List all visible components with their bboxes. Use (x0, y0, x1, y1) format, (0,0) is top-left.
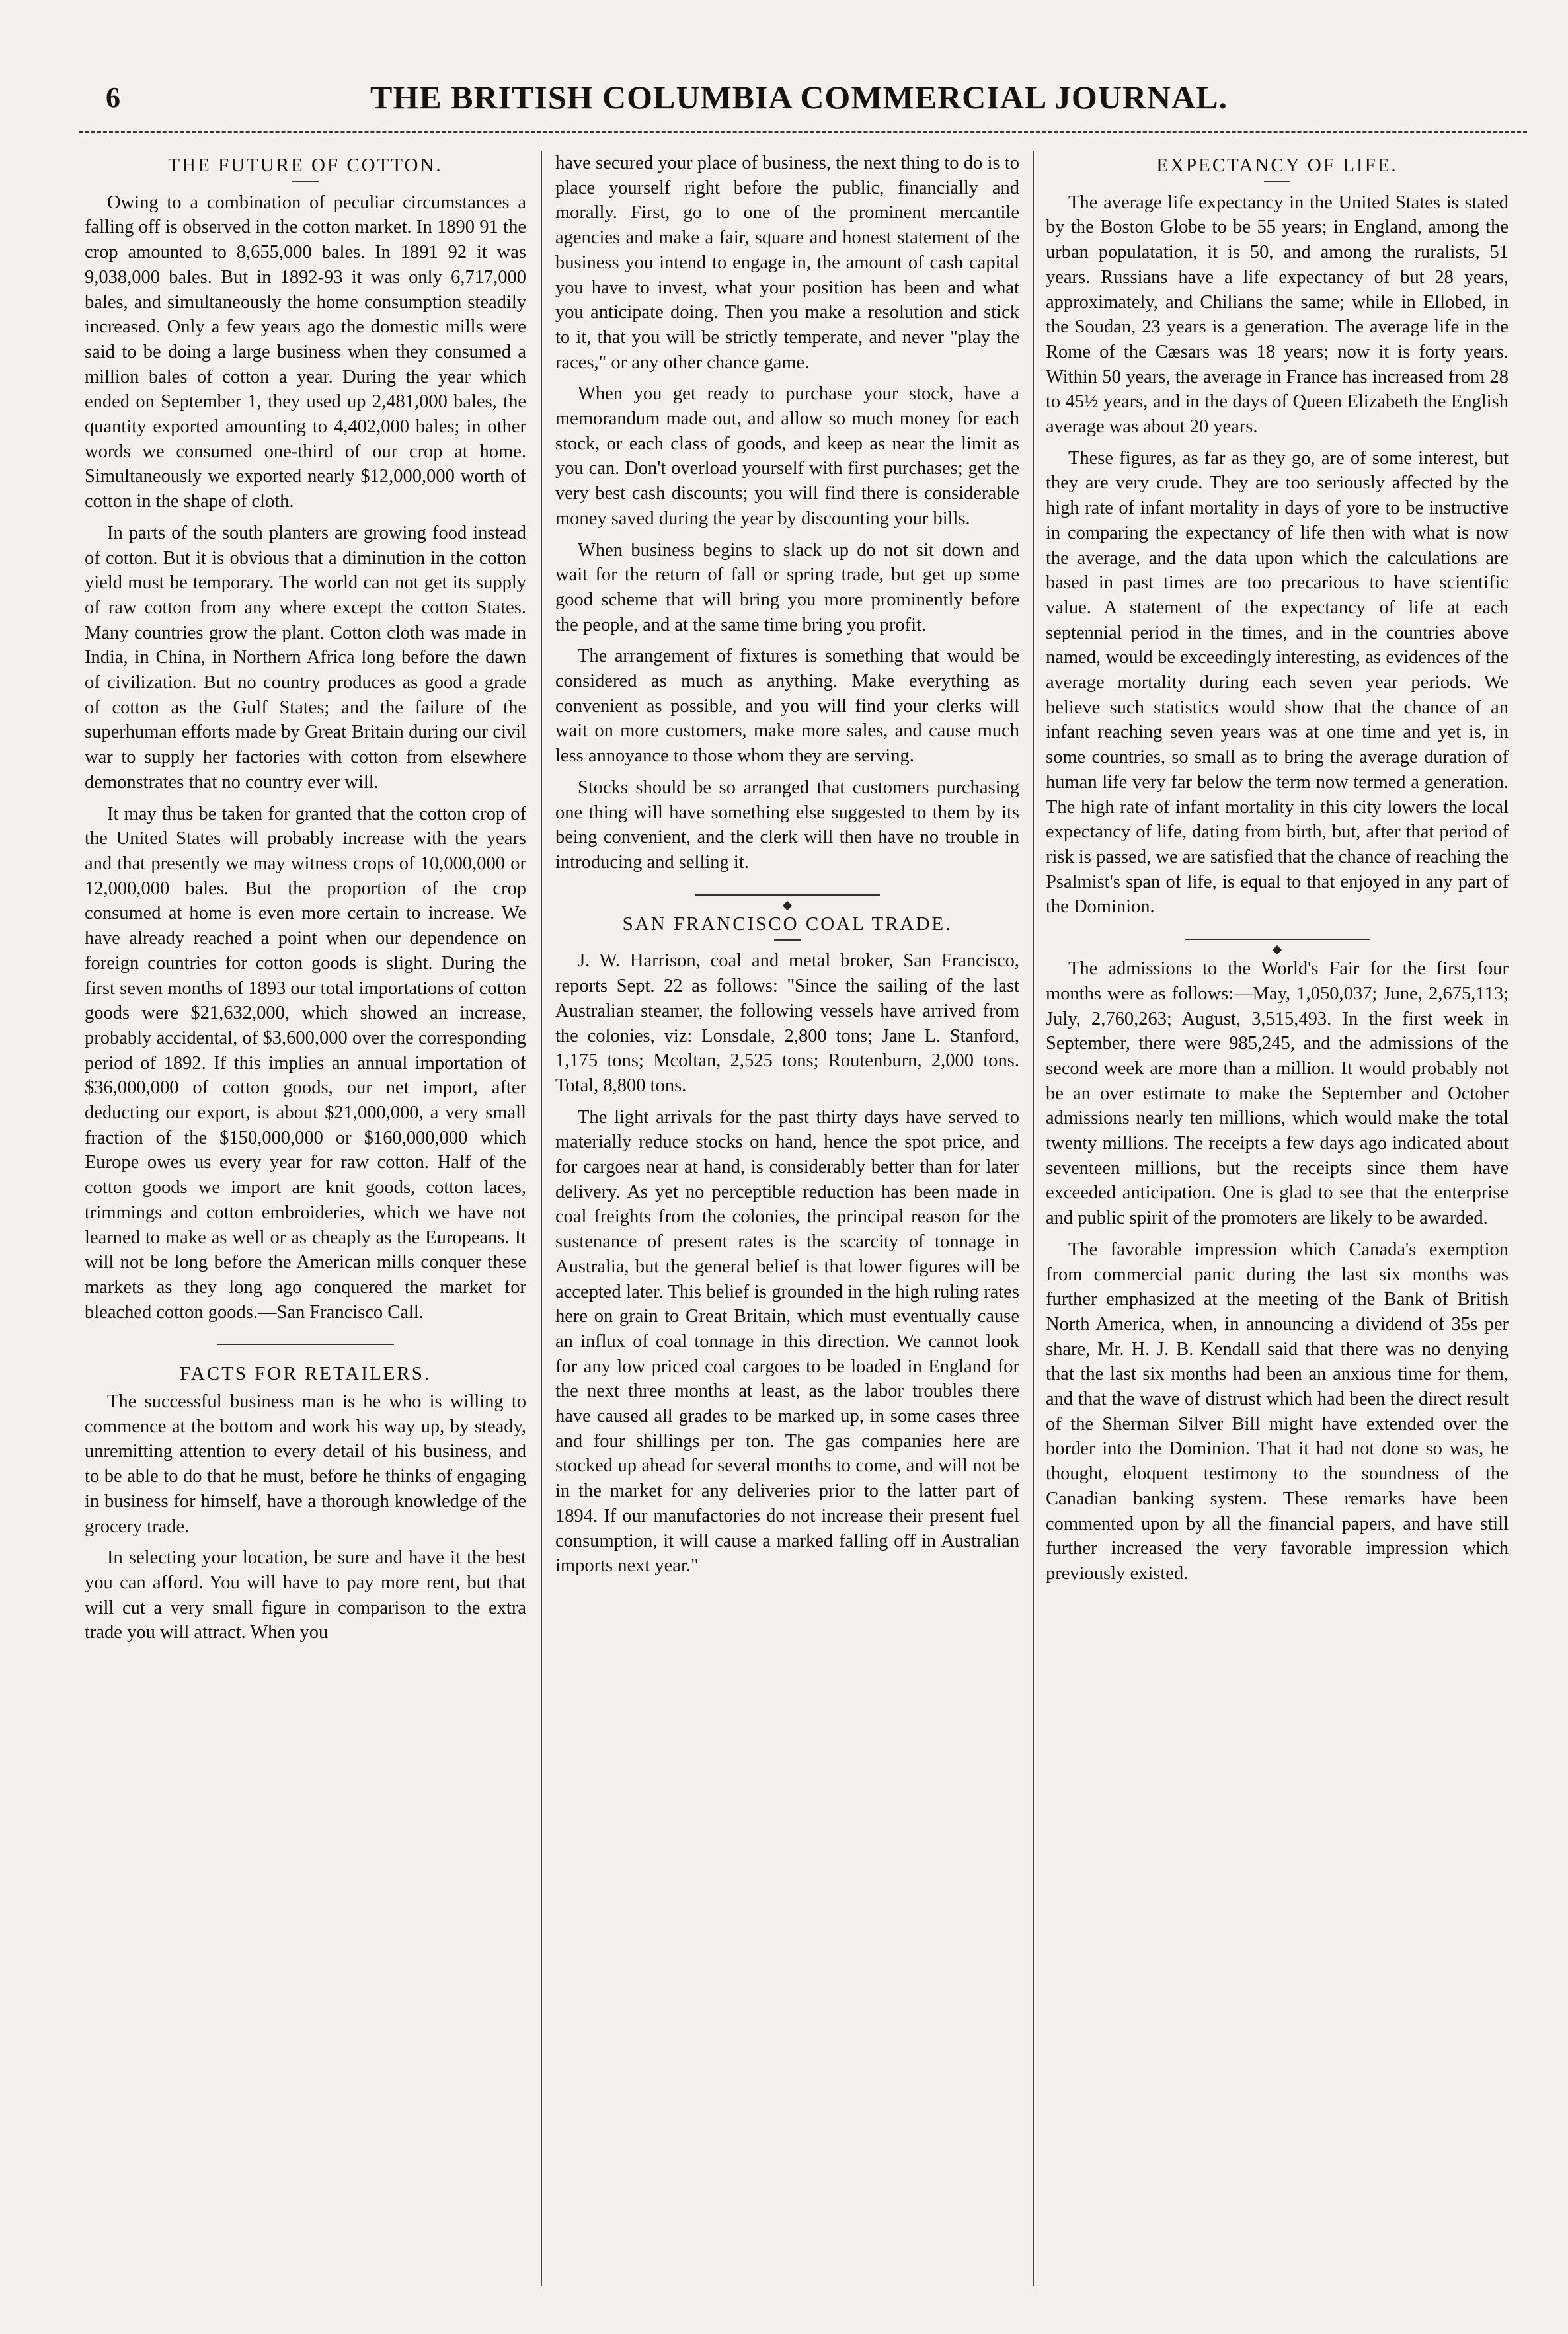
page-number: 6 (106, 81, 120, 114)
article-paragraph: The arrangement of fixtures is something that would be considered as much as anything. Make everything as convenient as possible, and you will find your clerks will wait on more customers, make more sales, and cause much less annoyance to those whom they are serving. (555, 646, 1019, 767)
article-paragraph: Stocks should be so arranged that customers purchasing one thing will have something else suggested to them by its being convenient, and the clerk will then have no trouble in introducing and selling it. (555, 777, 1019, 873)
section-ornament (1046, 934, 1509, 945)
article-paragraph: The successful business man is he who is willing to commence at the bottom and work his way up, by steady, unremitting attention to every detail of his business, and to be able to do that he must, before he thinks of engaging in business for himself, have a thorough knowledge of the grocery trade. (85, 1391, 526, 1537)
column-divider (541, 151, 542, 2286)
article-paragraph: In parts of the south planters are growing food instead of cotton. But it is obvious that a diminution in the cotton yield must be temporary. The world can not get its supply of raw cotton from any where except the cotton States. Many countries grow the plant. Cotton cloth was made in India, in China, in Northern Africa long before the dawn of civilization. But no country produces as good a grade of cotton as the Gulf States; and the failure of the superhuman efforts made by Great Britain during our civil war to supply her factories with cotton from elsewhere demonstrates that no country ever will. (85, 522, 526, 793)
article-paragraph: These figures, as far as they go, are of some interest, but they are very crude. They are too seriously affected by the high rate of infant mortality in days of yore to be instructive in comparing the expectancy of life then with what is now the average, and the data upon which the calculations are based in past times are too precarious to have scientific value. A statement of the expectancy of life at each septennial period in the times, and in the countries above named, would be exceedingly interesting, as evidences of the average mortality during each seven year periods. We believe such statistics would show that the chance of an infant reaching seven years was at one time and yet is, in some countries, so small as to bring the average duration of human life very far below the term now termed a generation. The high rate of infant mortality in this city lowers the local expectancy of life, dating from birth, but, after that period of risk is passed, we are satisfied that the chance of reaching the Psalmist's span of life, is equal to that enjoyed in any part of the Dominion. (1046, 447, 1509, 917)
article-title-coal: SAN FRANCISCO COAL TRADE. (622, 913, 953, 935)
article-paragraph: have secured your place of business, the next thing to do is to place yourself right before the public, financially and morally. First, go to one of the prominent mercantile agencies and make a fair, square and honest statement of the business you intend to engage in, the amount of cash capital you have to invest, what your position has been and what you anticipate doing. Then you make a resolution and stick to it, that you will be strictly temperate, and never "play the races," or any other chance game. (555, 153, 1019, 373)
article-title-life: EXPECTANCY OF LIFE. (1156, 155, 1398, 176)
section-ornament (555, 890, 1019, 900)
column-divider (1033, 151, 1034, 2286)
column-middle (555, 151, 1019, 2286)
column-right (1046, 151, 1509, 2286)
article-paragraph: When you get ready to purchase your stock, have a memorandum made out, and allow so much money for each stock, or each class of goods, and keep as near the limit as you can. Don't overload yourself with first purchases; get the very best cash discounts; you will find there is considerable money saved during the year by discounting your bills. (555, 383, 1019, 529)
article-paragraph: The light arrivals for the past thirty days have served to materially reduce stocks on hand, hence the spot price, and for cargoes near at hand, is considerably better than for later delivery. As yet no perceptible reduction has been made in coal freights from the colonies, the principal reason for the sustenance of present rates is the scarcity of tonnage in Australia, but the general belief is that lower figures will be accepted later. This belief is grounded in the high ruling rates here on grain to Great Britain, which must eventually cause an influx of coal tonnage in this direction. We cannot look for any low priced coal cargoes to be loaded in England for the next three months at least, as the labor troubles there have caused all grades to be marked up, in some cases three and four shillings per ton. The gas companies here are stocked up ahead for several months to come, and will not be in the market for any deliveries prior to the latter part of 1894. If our manufactories do not increase their present fuel consumption, it will cause a marked falling off in Australian imports next year." (555, 1107, 1019, 1576)
article-paragraph: Owing to a combination of peculiar circumstances a falling off is observed in the cotton market. In 1890 91 the crop amounted to 8,655,000 bales. In 1891 92 it was 9,038,000 bales. But in 1892-93 it was only 6,717,000 bales, and simultaneously the home consumption steadily increased. Only a few years ago the domestic mills were said to be doing a large business when they consumed a million bales of cotton a year. During the year which ended on September 1, they used up 2,481,000 bales, the quantity exported amounting to 4,402,000 bales; in other words we consumed one-third of our crop at home. Simultaneously we exported nearly $12,000,000 worth of cotton in the shape of cloth. (85, 192, 526, 512)
article-title-cotton: THE FUTURE OF COTTON. (168, 155, 443, 176)
section-ornament (85, 1339, 526, 1350)
article-title-retailers: FACTS FOR RETAILERS. (179, 1363, 432, 1385)
article-paragraph: The favorable impression which Canada's exemption from commercial panic during the last six months was further emphasized at the meeting of the Bank of British North America, when, in announcing a dividend of 35s per share, Mr. H. J. B. Kendall said that there was no denying that the last six months had been an anxious time for them, and that the wave of distrust which had been the direct result of the Sherman Silver Bill might have extended over the border into the Dominion. That it had not done so was, he thought, eloquent testimony to the soundness of the Canadian banking system. These remarks have been commented upon by all the financial papers, and have still further increased the very favorable impression which previously existed. (1046, 1239, 1509, 1584)
column-left (85, 151, 526, 2286)
title-dash (292, 181, 319, 182)
diamond-ornament-icon (783, 901, 792, 910)
article-paragraph: The admissions to the World's Fair for the first four months were as follows:—May, 1,050,037; June, 2,675,113; July, 2,760,263; August, 3,515,493. In the first week in September, there were 985,245, and the admissions of the second week are more than a million. It would probably not be an over estimate to make the September and October admissions nearly ten millions, which would make the total twenty millions. The receipts a few days ago indicated about seventeen millions, but the receipts since them have exceeded anticipation. One is glad to see that the enterprise and public spirit of the promoters are likely to be awarded. (1046, 958, 1509, 1229)
diamond-ornament-icon (1273, 945, 1282, 954)
article-paragraph: When business begins to slack up do not sit down and wait for the return of fall or spring trade, but get up some good scheme that will bring you more prominently before the people, and at the same time bring you profit. (555, 539, 1019, 635)
article-paragraph: It may thus be taken for granted that the cotton crop of the United States will probably increase with the years and that presently we may witness crops of 10,000,000 or 12,000,000 bales. But the proportion of the crop consumed at home is even more certain to increase. We have already reached a point when our dependence on foreign countries for cotton goods is slight. During the first seven months of 1893 our total importations of cotton goods were $21,632,000, which showed an increase, probably accidental, of $3,600,000 over the corresponding period of 1892. If this implies an annual importation of $36,000,000 of cotton goods, our net import, after deducting our export, is about $21,000,000, a very small fraction of the $150,000,000 or $160,000,000 which Europe owes us every year for raw cotton. Half of the cotton goods we import are knit goods, cotton laces, trimmings and cotton embroideries, which we have not learned to make as well or as cheaply as the Europeans. It will not be long before the American mills conquer these markets as they long ago conquered the market for bleached cotton goods.—San Francisco Call. (85, 803, 526, 1323)
title-dash (1264, 181, 1290, 182)
article-paragraph: J. W. Harrison, coal and metal broker, San Francisco, reports Sept. 22 as follows: "Since the sailing of the last Australian steamer, the following vessels have arrived from the colonies, viz: Lonsdale, 2,800 tons; Jane L. Stanford, 1,175 tons; Mcoltan, 2,525 tons; Routenburn, 2,000 tons. Total, 8,800 tons. (555, 951, 1019, 1096)
article-paragraph: In selecting your location, be sure and have it the best you can afford. You will have to pay more rent, but that will cut a very small figure in comparison to the extra trade you will attract. When you (85, 1547, 526, 1643)
title-dash (774, 939, 801, 941)
header-rule (79, 131, 1527, 133)
journal-masthead: THE BRITISH COLUMBIA COMMERCIAL JOURNAL. (370, 79, 1228, 116)
article-paragraph: The average life expectancy in the United States is stated by the Boston Globe to be 55 years; in England, among the urban populatation, it is 50, and among the ruralists, 51 years. Russians have a life expectancy of but 28 years, approximately, and Chilians the same; while in Ellobed, in the Soudan, 23 years is a generation. The average life in the Rome of the Cæsars was 18 years; now it is forty years. Within 50 years, the average in France has increased from 28 to 45½ years, and in the days of Queen Elizabeth the English average was about 20 years. (1046, 192, 1509, 438)
